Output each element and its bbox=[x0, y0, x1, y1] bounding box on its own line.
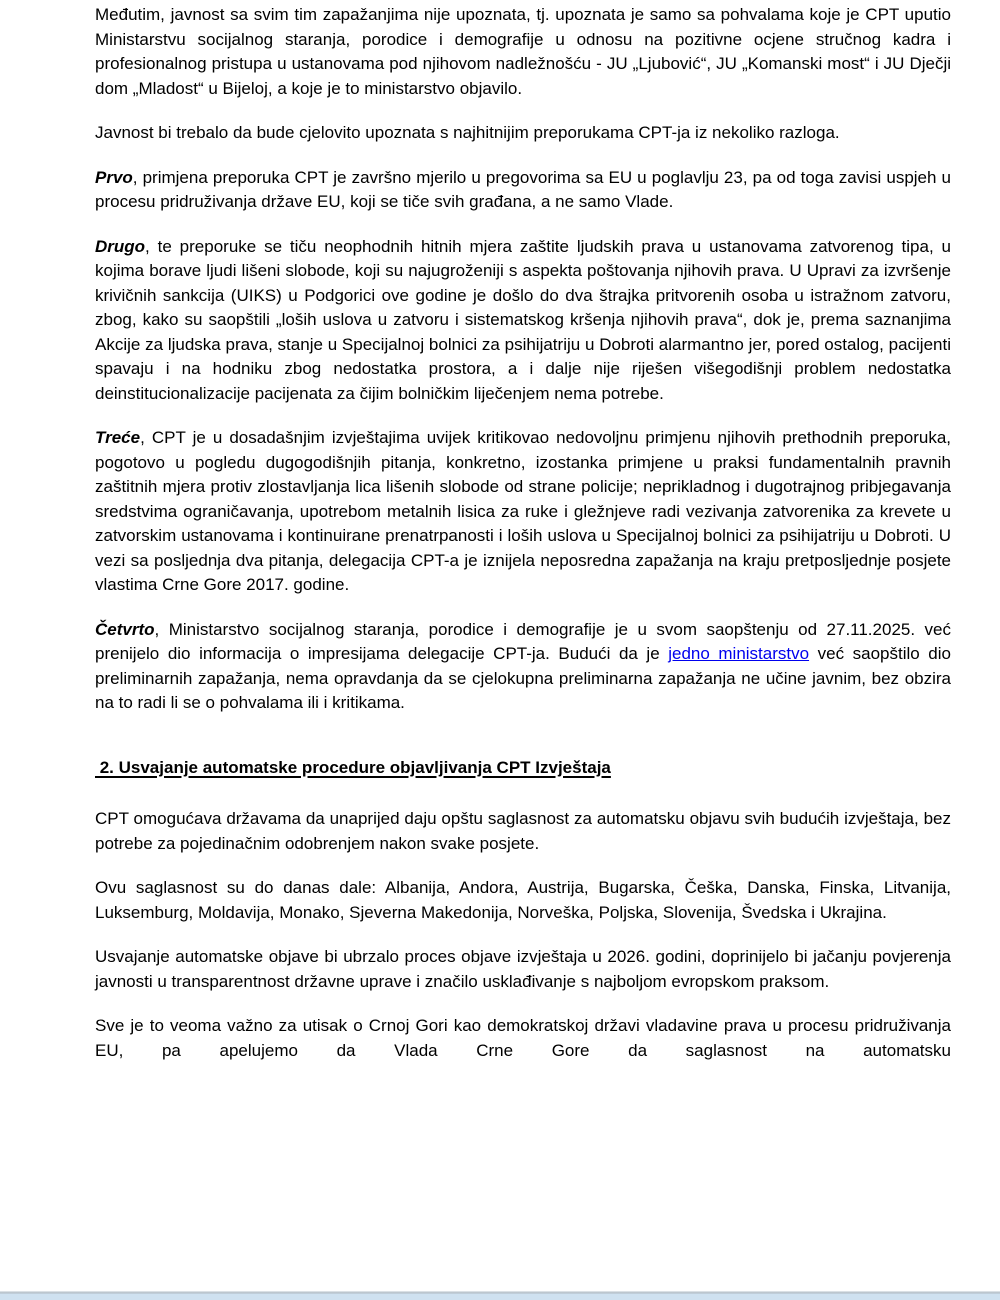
paragraph-drugo bbox=[95, 235, 951, 407]
jedno-ministarstvo-link[interactable]: jedno ministarstvo bbox=[668, 644, 810, 663]
paragraph-lead-drugo: Drugo bbox=[95, 236, 146, 256]
paragraph-cetvrto bbox=[95, 618, 951, 716]
paragraph-javnost-bi-trebalo: Javnost bi trebalo da bude cjelovito upoznata s najhitnijim preporukama CPT-ja iz nekoliko razloga. bbox=[95, 123, 840, 142]
paragraph-trece-text: , CPT je u dosadašnjim izvještajima uvijek kritikovao nedovoljnu primjenu njihovih prethodnih preporuka, pogotovo u pogledu dugogodišnjih pitanja, konkretno, izostanka primjene u praksi fundamentalnih pravnih zaštitnih mjera protiv zlostavljanja lica lišenih slobode od strane policije; neprikladnog i dugotrajnog pribjegavanja sredstvima ograničavanja, upotrebom metalnih lisica za ruke i gležnjeve radi vezivanja zatvorenika za krevete u zatvorskim ustanovama i kontinuirane prenatrpanosti i loših uslova u Specijalnoj bolnici za psihijatriju u Dobroti. U vezi sa posljednja dva pitanja, delegacija CPT-a je iznijela neposredna zapažanja na kraju pretposljednje posjete vlastima Crne Gore 2017. godine. bbox=[95, 428, 951, 594]
paragraph-trece bbox=[95, 426, 951, 598]
paragraph-prvo bbox=[95, 166, 951, 215]
paragraph-cetvrto-text-before-link: , Ministarstvo socijalnog staranja, porodice i demografije je u svom saopštenju od 27.11.2025. već prenijelo dio informacija o impresijama delegacije CPT-ja. Budući da je bbox=[95, 619, 951, 663]
paragraph-saglasnost-drzave: Ovu saglasnost su do danas dale: Albanija, Andora, Austrija, Bugarska, Češka, Danska, Finska, Litvanija, Luksemburg, Moldavija, Monako, Sjeverna Makedonija, Norveška, Poljska, Slovenija, Švedska i Ukrajina. bbox=[95, 878, 951, 922]
paragraph-cpt-omogucava: CPT omogućava državama da unaprijed daju opštu saglasnost za automatsku objavu svih budućih izvještaja, bez potrebe za pojedinačnim odobrenjem nakon svake posjete. bbox=[95, 809, 951, 853]
bottom-edge-bar bbox=[0, 1291, 1000, 1300]
paragraph-lead-trece: Treće bbox=[95, 428, 141, 447]
document-text-column bbox=[95, 3, 951, 1083]
section-heading-usvajanje-procedure bbox=[95, 756, 951, 781]
section-heading-text: 2. Usvajanje automatske procedure objavljivanja CPT Izvještaja bbox=[95, 757, 611, 777]
paragraph-medjutim-javnost: Međutim, javnost sa svim tim zapažanjima nije upoznata, tj. upoznata je samo sa pohvalama koje je CPT uputio Ministarstvu socijalnog staranja, porodice i demografije u odnosu na pozitivne ocjene stručnog kadra i profesionalnog pristupa u ustanovama pod njihovom nadležnošću - JU „Ljubović“, JU „Komanski most“ i JU Dječji dom „Mladost“ u Bijeloj, a koje je to ministarstvo objavilo. bbox=[95, 5, 951, 98]
paragraph-apel-vladi: Sve je to veoma važno za utisak o Crnoj Gori kao demokratskoj državi vladavine prava u procesu pridruživanja EU, pa apelujemo da Vlada Crne Gore da saglasnost na automatsku bbox=[95, 1016, 951, 1060]
paragraph-cetvrto-text-after-link: već saopštilo dio preliminarnih zapažanja, nema opravdanja da se cjelokupna preliminarna zapažanja ne učine javnim, bez obzira na to radi li se o pohvalama ili i kritikama. bbox=[95, 644, 951, 712]
paragraph-lead-prvo: Prvo bbox=[95, 167, 133, 187]
paragraph-usvajanje-objave: Usvajanje automatske objave bi ubrzalo proces objave izvještaja u 2026. godini, doprinijelo bi jačanju povjerenja javnosti u transparentnost državne uprave i značilo usklađivanje s najboljom evropskom praksom. bbox=[95, 947, 951, 991]
paragraph-drugo-text: , te preporuke se tiču neophodnih hitnih mjera zaštite ljudskih prava u ustanovama zatvorenog tipa, u kojima borave ljudi lišeni slobode, koji su najugroženiji s aspekta poštovanja njihovih prava. U Upravi za izvršenje krivičnih sankcija (UIKS) u Podgorici ove godine je došlo do dva štrajka pritvorenih osoba u istražnom zatvoru, zbog, kako su saopštili „loših uslova u zatvoru i sistematskog kršenja njihovih prava“, dok je, prema saznanjima Akcije za ljudska prava, stanje u Specijalnoj bolnici za psihijatriju u Dobroti alarmantno jer, pored ostalog, pacijenti spavaju i na hodniku zbog nedostatka prostora, a i dalje nije riješen višegodišnji problem nedostatka deinstitucionalizacije pacijenata za čijim bolničkim liječenjem nema potrebe. bbox=[95, 236, 951, 403]
paragraph-prvo-text: , primjena preporuka CPT je završno mjerilo u pregovorima sa EU u poglavlju 23, pa od toga zavisi uspjeh u procesu pridruživanja države EU, koji se tiče svih građana, a ne samo Vlade. bbox=[95, 167, 951, 211]
paragraph-lead-cetvrto: Četvrto bbox=[95, 619, 155, 639]
